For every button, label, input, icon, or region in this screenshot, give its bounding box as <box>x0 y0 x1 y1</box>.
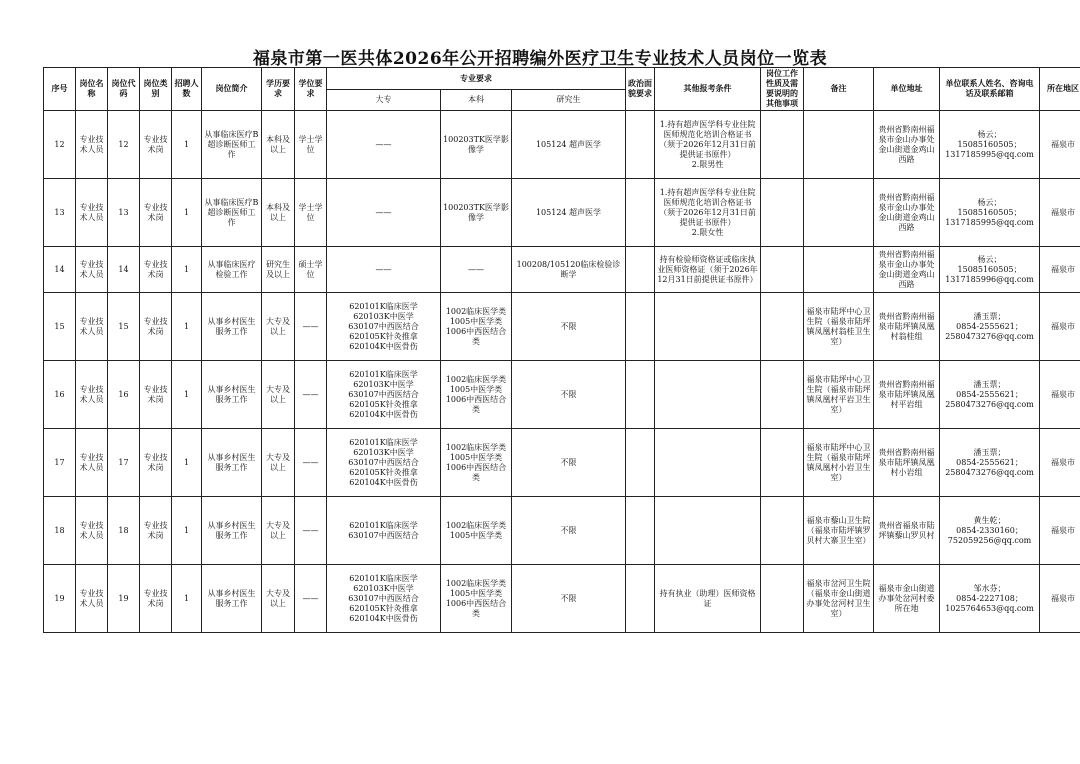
document-title: 福泉市第一医共体2026年公开招聘编外医疗卫生专业技术人员岗位一览表 <box>252 49 828 69</box>
seq-cell: 12 <box>44 111 76 179</box>
header-remark: 备注 <box>804 68 874 111</box>
other-cell <box>655 293 761 361</box>
major-benke-cell: 1002临床医学类 1005中医学类 <box>441 497 512 565</box>
major-benke-cell: 1002临床医学类 1005中医学类 1006中西医结合类 <box>441 429 512 497</box>
address-cell: 贵州省黔南州福泉市陆坪镇凤凰村翁桂组 <box>874 293 940 361</box>
contact-cell: 黄生乾； 0854-2330160； 752059256@qq.com <box>940 497 1040 565</box>
major-benke-cell: 100203TK医学影像学 <box>441 111 512 179</box>
contact-cell: 邹水芬； 0854-2227108； 1025764653@qq.com <box>940 565 1040 633</box>
table-body <box>44 111 1080 633</box>
seq-cell: 16 <box>44 361 76 429</box>
intro-cell: 从事临床医疗B超诊断医师工作 <box>202 111 262 179</box>
other-cell: 持有检验师资格证或临床执业医师资格证（须于2026年12月31日前提供证书原件） <box>655 247 761 293</box>
post-type-cell: 专业技术岗 <box>140 111 172 179</box>
seq-cell: 17 <box>44 429 76 497</box>
contact-cell: 杨云； 15085160505； 1317185995@qq.com <box>940 179 1040 247</box>
seq-cell: 15 <box>44 293 76 361</box>
region-cell: 福泉市 <box>1040 429 1080 497</box>
post-type-cell: 专业技术岗 <box>140 247 172 293</box>
header-major-yanjiusheng: 研究生 <box>512 90 626 111</box>
post-type-cell: 专业技术岗 <box>140 361 172 429</box>
region-cell: 福泉市 <box>1040 179 1080 247</box>
seq-cell: 13 <box>44 179 76 247</box>
major-benke-cell: —— <box>441 247 512 293</box>
education-cell: 本科及以上 <box>262 111 295 179</box>
address-cell: 贵州省福泉市陆坪镇藜山罗贝村 <box>874 497 940 565</box>
address-cell: 贵州省黔南州福泉市陆坪镇凤凰村平岩组 <box>874 361 940 429</box>
post-type-cell: 专业技术岗 <box>140 497 172 565</box>
other-cell: 持有执业（助理）医师资格证 <box>655 565 761 633</box>
major-yanjiusheng-cell: 不限 <box>512 565 626 633</box>
major-benke-cell: 100203TK医学影像学 <box>441 179 512 247</box>
count-cell: 1 <box>172 179 202 247</box>
degree-cell: 学士学位 <box>295 179 327 247</box>
major-dazhuan-cell: 620101K临床医学 620103K中医学 630107中西医结合 620105K针灸推拿 620104K中医骨伤 <box>327 361 441 429</box>
education-cell: 大专及以上 <box>262 565 295 633</box>
post-name-cell: 专业技术人员 <box>76 247 108 293</box>
degree-cell: 硕士学位 <box>295 247 327 293</box>
post-type-cell: 专业技术岗 <box>140 565 172 633</box>
major-benke-cell: 1002临床医学类 1005中医学类 1006中西医结合类 <box>441 565 512 633</box>
nature-cell <box>761 111 804 179</box>
seq-cell: 18 <box>44 497 76 565</box>
other-cell <box>655 497 761 565</box>
seq-cell: 19 <box>44 565 76 633</box>
header-nature: 岗位工作性质及需要说明的其他事项 <box>761 68 804 111</box>
recruitment-table <box>43 67 1080 633</box>
table-row <box>44 293 1080 361</box>
intro-cell: 从事乡村医生服务工作 <box>202 565 262 633</box>
political-cell <box>626 361 655 429</box>
region-cell: 福泉市 <box>1040 497 1080 565</box>
post-code-cell: 13 <box>108 179 140 247</box>
remark-cell: 福泉市陆坪中心卫生院（福泉市陆坪镇凤凰村平岩卫生室） <box>804 361 874 429</box>
post-type-cell: 专业技术岗 <box>140 429 172 497</box>
post-code-cell: 14 <box>108 247 140 293</box>
intro-cell: 从事乡村医生服务工作 <box>202 361 262 429</box>
education-cell: 大专及以上 <box>262 497 295 565</box>
major-benke-cell: 1002临床医学类 1005中医学类 1006中西医结合类 <box>441 361 512 429</box>
degree-cell: —— <box>295 293 327 361</box>
post-name-cell: 专业技术人员 <box>76 179 108 247</box>
count-cell: 1 <box>172 429 202 497</box>
header-other: 其他报考条件 <box>655 68 761 111</box>
count-cell: 1 <box>172 361 202 429</box>
intro-cell: 从事临床医疗检验工作 <box>202 247 262 293</box>
table-row <box>44 179 1080 247</box>
header-seq: 序号 <box>44 68 76 111</box>
education-cell: 本科及以上 <box>262 179 295 247</box>
post-type-cell: 专业技术岗 <box>140 293 172 361</box>
address-cell: 贵州省黔南州福泉市金山办事处金山街道金鸡山西路 <box>874 247 940 293</box>
intro-cell: 从事乡村医生服务工作 <box>202 429 262 497</box>
contact-cell: 杨云； 15085160505； 1317185996@qq.com <box>940 247 1040 293</box>
major-yanjiusheng-cell: 105124 超声医学 <box>512 179 626 247</box>
header-contact: 单位联系人姓名、咨询电话及联系邮箱 <box>940 68 1040 111</box>
header-post-type: 岗位类别 <box>140 68 172 111</box>
political-cell <box>626 565 655 633</box>
major-yanjiusheng-cell: 105124 超声医学 <box>512 111 626 179</box>
address-cell: 贵州省黔南州福泉市陆坪镇凤凰村小岩组 <box>874 429 940 497</box>
nature-cell <box>761 179 804 247</box>
political-cell <box>626 293 655 361</box>
post-name-cell: 专业技术人员 <box>76 111 108 179</box>
major-dazhuan-cell: —— <box>327 247 441 293</box>
remark-cell <box>804 111 874 179</box>
post-name-cell: 专业技术人员 <box>76 565 108 633</box>
header-major: 专业要求 <box>327 68 626 90</box>
major-yanjiusheng-cell: 不限 <box>512 429 626 497</box>
remark-cell: 福泉市岔河卫生院（福泉市金山街道办事处岔河村卫生室） <box>804 565 874 633</box>
contact-cell: 潘玉票； 0854-2555621； 2580473276@qq.com <box>940 293 1040 361</box>
post-name-cell: 专业技术人员 <box>76 293 108 361</box>
header-post-code: 岗位代码 <box>108 68 140 111</box>
post-code-cell: 15 <box>108 293 140 361</box>
contact-cell: 潘玉票； 0854-2555621； 2580473276@qq.com <box>940 429 1040 497</box>
header-address: 单位地址 <box>874 68 940 111</box>
political-cell <box>626 497 655 565</box>
post-name-cell: 专业技术人员 <box>76 429 108 497</box>
nature-cell <box>761 361 804 429</box>
count-cell: 1 <box>172 247 202 293</box>
education-cell: 大专及以上 <box>262 361 295 429</box>
degree-cell: —— <box>295 497 327 565</box>
count-cell: 1 <box>172 497 202 565</box>
intro-cell: 从事乡村医生服务工作 <box>202 293 262 361</box>
address-cell: 福泉市金山街道办事处岔河村委所在地 <box>874 565 940 633</box>
intro-cell: 从事临床医疗B超诊断医师工作 <box>202 179 262 247</box>
header-post-name: 岗位名称 <box>76 68 108 111</box>
address-cell: 贵州省黔南州福泉市金山办事处金山街道金鸡山西路 <box>874 111 940 179</box>
post-code-cell: 17 <box>108 429 140 497</box>
table-row <box>44 247 1080 293</box>
education-cell: 研究生及以上 <box>262 247 295 293</box>
nature-cell <box>761 497 804 565</box>
table-row <box>44 361 1080 429</box>
degree-cell: 学士学位 <box>295 111 327 179</box>
remark-cell: 福泉市藜山卫生院（福泉市陆坪镇罗贝村大寨卫生室） <box>804 497 874 565</box>
major-dazhuan-cell: 620101K临床医学 620103K中医学 630107中西医结合 620105K针灸推拿 620104K中医骨伤 <box>327 429 441 497</box>
other-cell: 1.持有超声医学科专业住院医师规范化培训合格证书（须于2026年12月31日前提供证书原件） 2.限男性 <box>655 111 761 179</box>
major-yanjiusheng-cell: 100208/105120临床检验诊断学 <box>512 247 626 293</box>
degree-cell: —— <box>295 361 327 429</box>
post-code-cell: 16 <box>108 361 140 429</box>
major-dazhuan-cell: —— <box>327 179 441 247</box>
political-cell <box>626 247 655 293</box>
header-major-dazhuan: 大专 <box>327 90 441 111</box>
table-row <box>44 429 1080 497</box>
remark-cell <box>804 247 874 293</box>
major-benke-cell: 1002临床医学类 1005中医学类 1006中西医结合类 <box>441 293 512 361</box>
contact-cell: 潘玉票； 0854-2555621； 2580473276@qq.com <box>940 361 1040 429</box>
post-code-cell: 19 <box>108 565 140 633</box>
region-cell: 福泉市 <box>1040 361 1080 429</box>
header-political: 政治面貌要求 <box>626 68 655 111</box>
region-cell: 福泉市 <box>1040 565 1080 633</box>
table-row <box>44 497 1080 565</box>
degree-cell: —— <box>295 565 327 633</box>
address-cell: 贵州省黔南州福泉市金山办事处金山街道金鸡山西路 <box>874 179 940 247</box>
major-yanjiusheng-cell: 不限 <box>512 293 626 361</box>
nature-cell <box>761 293 804 361</box>
remark-cell <box>804 179 874 247</box>
remark-cell: 福泉市陆坪中心卫生院（福泉市陆坪镇凤凰村翁桂卫生室） <box>804 293 874 361</box>
political-cell <box>626 179 655 247</box>
table-row <box>44 111 1080 179</box>
header-major-benke: 本科 <box>441 90 512 111</box>
header-degree: 学位要求 <box>295 68 327 111</box>
post-type-cell: 专业技术岗 <box>140 179 172 247</box>
nature-cell <box>761 429 804 497</box>
header-education: 学历要求 <box>262 68 295 111</box>
count-cell: 1 <box>172 293 202 361</box>
other-cell: 1.持有超声医学科专业住院医师规范化培训合格证书（须于2026年12月31日前提供证书原件） 2.限女性 <box>655 179 761 247</box>
post-name-cell: 专业技术人员 <box>76 361 108 429</box>
major-dazhuan-cell: 620101K临床医学 620103K中医学 630107中西医结合 620105K针灸推拿 620104K中医骨伤 <box>327 293 441 361</box>
region-cell: 福泉市 <box>1040 247 1080 293</box>
post-code-cell: 12 <box>108 111 140 179</box>
region-cell: 福泉市 <box>1040 111 1080 179</box>
nature-cell <box>761 565 804 633</box>
political-cell <box>626 111 655 179</box>
other-cell <box>655 361 761 429</box>
header-region: 所在地区 <box>1040 68 1080 111</box>
remark-cell: 福泉市陆坪中心卫生院（福泉市陆坪镇凤凰村小岩卫生室） <box>804 429 874 497</box>
count-cell: 1 <box>172 565 202 633</box>
post-code-cell: 18 <box>108 497 140 565</box>
table-row <box>44 565 1080 633</box>
major-dazhuan-cell: 620101K临床医学 620103K中医学 630107中西医结合 620105K针灸推拿 620104K中医骨伤 <box>327 565 441 633</box>
major-dazhuan-cell: —— <box>327 111 441 179</box>
header-count: 招聘人数 <box>172 68 202 111</box>
count-cell: 1 <box>172 111 202 179</box>
education-cell: 大专及以上 <box>262 429 295 497</box>
education-cell: 大专及以上 <box>262 293 295 361</box>
post-name-cell: 专业技术人员 <box>76 497 108 565</box>
major-yanjiusheng-cell: 不限 <box>512 361 626 429</box>
nature-cell <box>761 247 804 293</box>
region-cell: 福泉市 <box>1040 293 1080 361</box>
seq-cell: 14 <box>44 247 76 293</box>
header-intro: 岗位简介 <box>202 68 262 111</box>
intro-cell: 从事乡村医生服务工作 <box>202 497 262 565</box>
contact-cell: 杨云； 15085160505； 1317185995@qq.com <box>940 111 1040 179</box>
major-yanjiusheng-cell: 不限 <box>512 497 626 565</box>
other-cell <box>655 429 761 497</box>
major-dazhuan-cell: 620101K临床医学 630107中西医结合 <box>327 497 441 565</box>
political-cell <box>626 429 655 497</box>
degree-cell: —— <box>295 429 327 497</box>
